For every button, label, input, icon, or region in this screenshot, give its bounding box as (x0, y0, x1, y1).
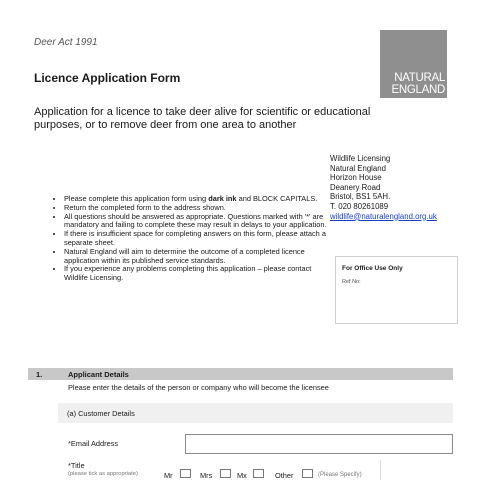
email-link[interactable]: wildlife@naturalengland.org.uk (330, 211, 437, 221)
checkbox-mx[interactable] (253, 469, 264, 478)
specify-hint: (Please Specify) (318, 472, 362, 478)
act-reference: Deer Act 1991 (34, 37, 98, 48)
subsection-title: (a) Customer Details (67, 409, 135, 418)
title-option-other: Other (275, 471, 294, 480)
instructions-list (50, 195, 332, 283)
instruction-item: • Please complete this application form using dark ink and BLOCK CAPITALS. (64, 195, 332, 204)
instruction-item: • If you experience any problems completing this application – please contact Wildlife Licensing. (64, 265, 332, 283)
form-title: Licence Application Form (34, 71, 181, 85)
title-option-mr: Mr (164, 471, 173, 480)
instruction-item: • If there is insufficient space for completing answers on this form, please attach a separate sheet. (64, 230, 332, 248)
checkbox-other[interactable] (302, 469, 313, 478)
checkbox-mrs[interactable] (220, 469, 231, 478)
subsection-header (58, 403, 453, 423)
title-hint: (please tick as appropriate) (68, 471, 138, 477)
title-label: *Title (68, 461, 85, 470)
contact-address (330, 154, 470, 221)
email-label: *Email Address (68, 439, 119, 448)
section-header (28, 368, 453, 380)
field-divider (380, 460, 381, 480)
section-number: 1. (36, 370, 43, 379)
logo-line-2: ENGLAND (391, 84, 445, 96)
office-use-title: For Office Use Only (342, 265, 403, 272)
address-line: Deanery Road (330, 182, 381, 192)
office-use-box (335, 256, 458, 324)
title-option-mrs: Mrs (200, 471, 213, 480)
section-title: Applicant Details (68, 370, 129, 379)
email-field[interactable] (185, 434, 453, 454)
address-line: Natural England (330, 163, 386, 173)
address-line: Bristol, BS1 5AH. (330, 192, 391, 202)
instruction-item: • Natural England will aim to determine the outcome of a completed licence application within its published service standards. (64, 248, 332, 266)
checkbox-mr[interactable] (180, 469, 191, 478)
logo-line-1: NATURAL (394, 72, 445, 84)
address-line: Wildlife Licensing (330, 154, 391, 163)
section-description: Please enter the details of the person or company who will become the licensee (68, 383, 329, 392)
address-line: Horizon House (330, 173, 382, 183)
form-subtitle: Application for a licence to take deer alive for scientific or educational purposes, or to remove deer from one area to another (34, 106, 371, 131)
natural-england-logo (380, 30, 447, 98)
ref-no-label: Ref No: (342, 279, 361, 285)
address-line: T. 020 80261089 (330, 201, 389, 211)
instruction-item: • All questions should be answered as appropriate. Questions marked with '*' are mandatory and failing to complete these may result in delays to your application. (64, 213, 332, 231)
title-option-mx: Mx (237, 471, 247, 480)
instruction-item: • Return the completed form to the address shown. (64, 204, 332, 213)
